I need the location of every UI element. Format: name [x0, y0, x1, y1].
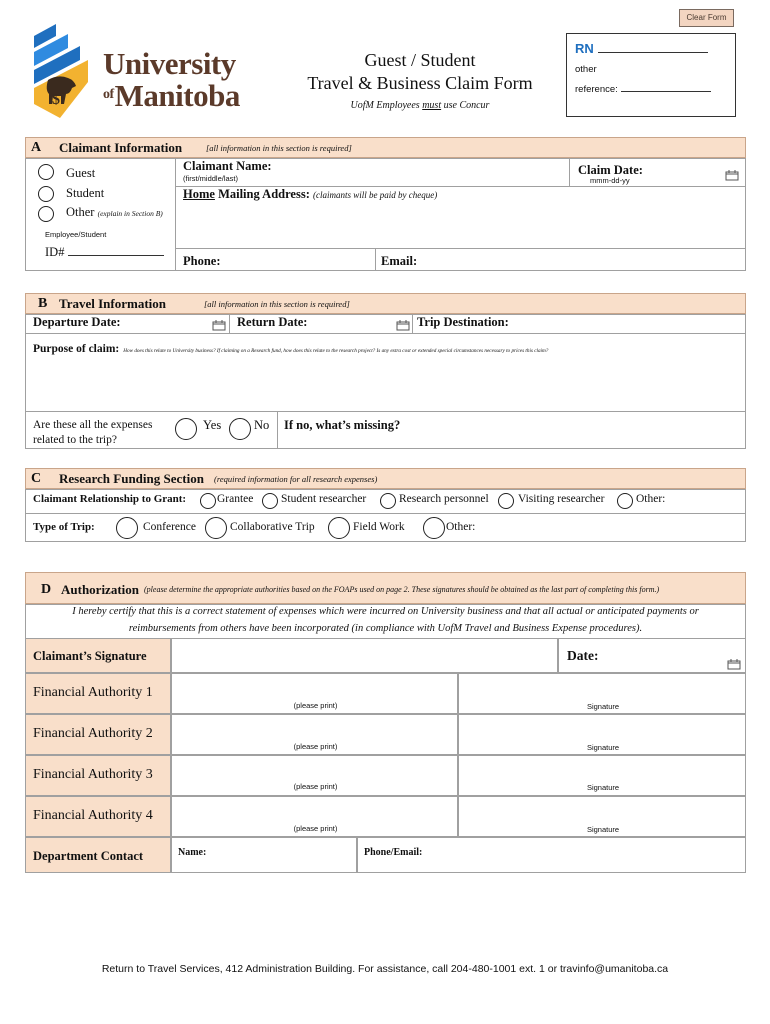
trip-destination-label: Trip Destination:	[417, 315, 509, 329]
signature-label: Signature	[586, 702, 620, 711]
claimant-signature-label: Claimant’s Signature	[33, 649, 147, 663]
financial-authority-4-label: Financial Authority 4	[33, 808, 153, 823]
trip-other-radio[interactable]	[423, 517, 445, 539]
calendar-icon[interactable]	[725, 168, 739, 180]
departure-divider	[229, 314, 230, 333]
form-subtitle: Travel & Business Claim Form	[307, 73, 533, 93]
relationship-label: Claimant Relationship to Grant:	[33, 493, 187, 505]
contact-name-label: Name:	[178, 847, 207, 858]
email-label: Email:	[381, 254, 418, 268]
claim-date-label: Claim Date:	[578, 163, 643, 177]
section-a-title: Claimant Information	[59, 140, 183, 155]
guest-label: Guest	[66, 166, 96, 180]
please-print-label: (please print)	[293, 701, 338, 710]
financial-authority-2-name[interactable]	[171, 714, 458, 755]
section-c-header	[25, 468, 746, 489]
section-a-header	[25, 137, 746, 158]
guest-radio[interactable]	[38, 164, 54, 180]
financial-authority-3-name[interactable]	[171, 755, 458, 796]
please-print-label: (please print)	[293, 782, 338, 791]
section-d-note: (please determine the appropriate authorities based on the FOAPs used on page 2. These signatures should be obtained as the last part of completing this form.)	[144, 585, 660, 594]
certify-line2: reimbursements from others have been incorporated (in compliance with UofM Travel and Business Expense procedures).	[128, 623, 643, 634]
claimant-name-label: Claimant Name:	[183, 159, 272, 173]
purpose-label: Purpose of claim:	[33, 343, 120, 355]
other-label: Other (explain in Section B)	[66, 205, 163, 219]
field-work-label: Field Work	[353, 521, 405, 533]
conference-label: Conference	[143, 521, 196, 533]
rn-reference-box[interactable]	[566, 33, 736, 117]
financial-authority-2-signature[interactable]	[458, 714, 746, 755]
claim-date-hint: mmm-dd-yy	[590, 176, 630, 185]
id-field[interactable]	[45, 245, 164, 260]
university-logo-icon	[30, 22, 90, 127]
financial-authority-4-cell	[25, 796, 171, 837]
claimant-signature-field[interactable]	[171, 638, 558, 673]
financial-authority-2-cell	[25, 714, 171, 755]
logo-text-of: of	[103, 87, 114, 102]
departure-date-label: Departure Date:	[33, 315, 121, 329]
departure-calendar-icon[interactable]	[212, 318, 226, 330]
missing-divider	[277, 411, 278, 449]
section-c-letter: C	[31, 471, 42, 486]
return-calendar-icon[interactable]	[396, 318, 410, 330]
collaborative-trip-label: Collaborative Trip	[230, 521, 315, 533]
signature-label: Signature	[586, 825, 620, 834]
collaborative-trip-radio[interactable]	[205, 517, 227, 539]
logo-text-manitoba	[103, 78, 240, 114]
financial-authority-2-label: Financial Authority 2	[33, 726, 153, 741]
department-contact-phone-email[interactable]	[357, 837, 746, 873]
rn-label: RN	[575, 41, 594, 56]
section-c-title: Research Funding Section	[59, 471, 204, 486]
financial-authority-3-label: Financial Authority 3	[33, 767, 153, 782]
financial-authority-1-label: Financial Authority 1	[33, 685, 153, 700]
student-radio[interactable]	[38, 186, 54, 202]
return-divider	[412, 314, 413, 333]
visiting-researcher-radio[interactable]	[498, 493, 514, 509]
financial-authority-1-name[interactable]	[171, 673, 458, 714]
section-a-divider	[175, 158, 176, 271]
department-contact-name[interactable]	[171, 837, 357, 873]
expenses-no-label: No	[254, 418, 270, 432]
concur-note: UofM Employees must use Concur	[350, 100, 490, 111]
reference-input-line[interactable]	[621, 91, 711, 92]
phone-label: Phone:	[183, 254, 221, 268]
mailing-address-label: Home Mailing Address: (claimants will be paid by cheque)	[183, 187, 438, 201]
conference-radio[interactable]	[116, 517, 138, 539]
section-d-title: Authorization	[61, 582, 139, 597]
relationship-other-label: Other:	[636, 493, 666, 505]
form-title: Guest / Student	[364, 50, 476, 70]
field-work-radio[interactable]	[328, 517, 350, 539]
reference-label: reference:	[575, 84, 618, 95]
please-print-label: (please print)	[293, 824, 338, 833]
claimant-date-field[interactable]	[558, 638, 746, 673]
section-d-header	[25, 572, 746, 604]
section-b-note: [all information in this section is required]	[204, 299, 350, 309]
section-b-letter: B	[38, 296, 48, 311]
address-row-line	[175, 248, 746, 249]
claimant-signature-cell	[25, 638, 171, 673]
section-a-letter: A	[31, 140, 42, 155]
student-label: Student	[66, 186, 105, 200]
missing-label: If no, what’s missing?	[284, 418, 401, 432]
footer-contact: Return to Travel Services, 412 Administration Building. For assistance, call 204-480-1001 ext. 1 or travinfo@umanitoba.ca	[101, 963, 669, 975]
contact-phone-email-label: Phone/Email:	[364, 847, 423, 858]
signature-label: Signature	[586, 783, 620, 792]
clear-form-button[interactable]: Clear Form	[679, 9, 734, 27]
expenses-question-line2: related to the trip?	[33, 434, 117, 446]
dates-row-line	[25, 333, 746, 334]
employee-student-label: Employee/Student	[45, 230, 107, 239]
research-personnel-radio[interactable]	[380, 493, 396, 509]
claim-date-divider	[569, 158, 570, 186]
section-b-title: Travel Information	[59, 296, 166, 311]
department-contact-label: Department Contact	[33, 849, 144, 863]
return-date-label: Return Date:	[237, 315, 308, 329]
svg-text:$: $	[52, 91, 60, 108]
other-label: other	[575, 64, 597, 75]
id-label: ID#	[45, 245, 65, 259]
student-researcher-radio[interactable]	[262, 493, 278, 509]
expenses-yes-radio[interactable]	[175, 418, 197, 440]
signature-label: Signature	[586, 743, 620, 752]
expenses-no-radio[interactable]	[229, 418, 251, 440]
rn-input-line[interactable]	[598, 52, 708, 53]
expenses-yes-label: Yes	[203, 418, 222, 432]
financial-authority-4-name[interactable]	[171, 796, 458, 837]
financial-authority-4-signature[interactable]	[458, 796, 746, 837]
relationship-other-radio[interactable]	[617, 493, 633, 509]
claimant-name-hint: (first/middle/last)	[183, 174, 239, 183]
expenses-question-line1: Are these all the expenses	[33, 419, 153, 431]
section-b-header	[25, 293, 746, 314]
purpose-of-claim-field[interactable]	[33, 339, 733, 357]
section-d-letter: D	[41, 582, 52, 597]
research-personnel-label: Research personnel	[399, 493, 489, 505]
phone-email-divider	[375, 248, 376, 271]
relationship-row-line	[25, 513, 746, 514]
financial-authority-3-cell	[25, 755, 171, 796]
section-c-note: (required information for all research expenses)	[214, 474, 378, 484]
please-print-label: (please print)	[293, 742, 338, 751]
grantee-radio[interactable]	[200, 493, 216, 509]
trip-other-label: Other:	[446, 521, 476, 533]
student-researcher-label: Student researcher	[281, 493, 367, 505]
financial-authority-3-signature[interactable]	[458, 755, 746, 796]
other-radio[interactable]	[38, 206, 54, 222]
type-of-trip-label: Type of Trip:	[33, 521, 95, 533]
financial-authority-1-cell	[25, 673, 171, 714]
logo-text-university: University	[103, 46, 236, 81]
grantee-label: Grantee	[217, 493, 254, 505]
financial-authority-1-signature[interactable]	[458, 673, 746, 714]
department-contact-cell	[25, 837, 171, 873]
section-a-note: [all information in this section is required]	[206, 143, 352, 153]
logo-text-manitoba-word: Manitoba	[114, 78, 240, 113]
purpose-hint: How does this relate to University business? If claiming on a Research fund, how does this relate to the research project? Is any extra cost or extended special circumstances necessary to prices this claim?	[123, 348, 549, 354]
visiting-researcher-label: Visiting researcher	[518, 493, 605, 505]
claimant-date-label: Date:	[567, 648, 599, 663]
certify-line1: I hereby certify that this is a correct statement of expenses which were incurred on University business and that all actual or anticipated payments or	[72, 606, 699, 617]
purpose-row-line	[25, 411, 746, 412]
